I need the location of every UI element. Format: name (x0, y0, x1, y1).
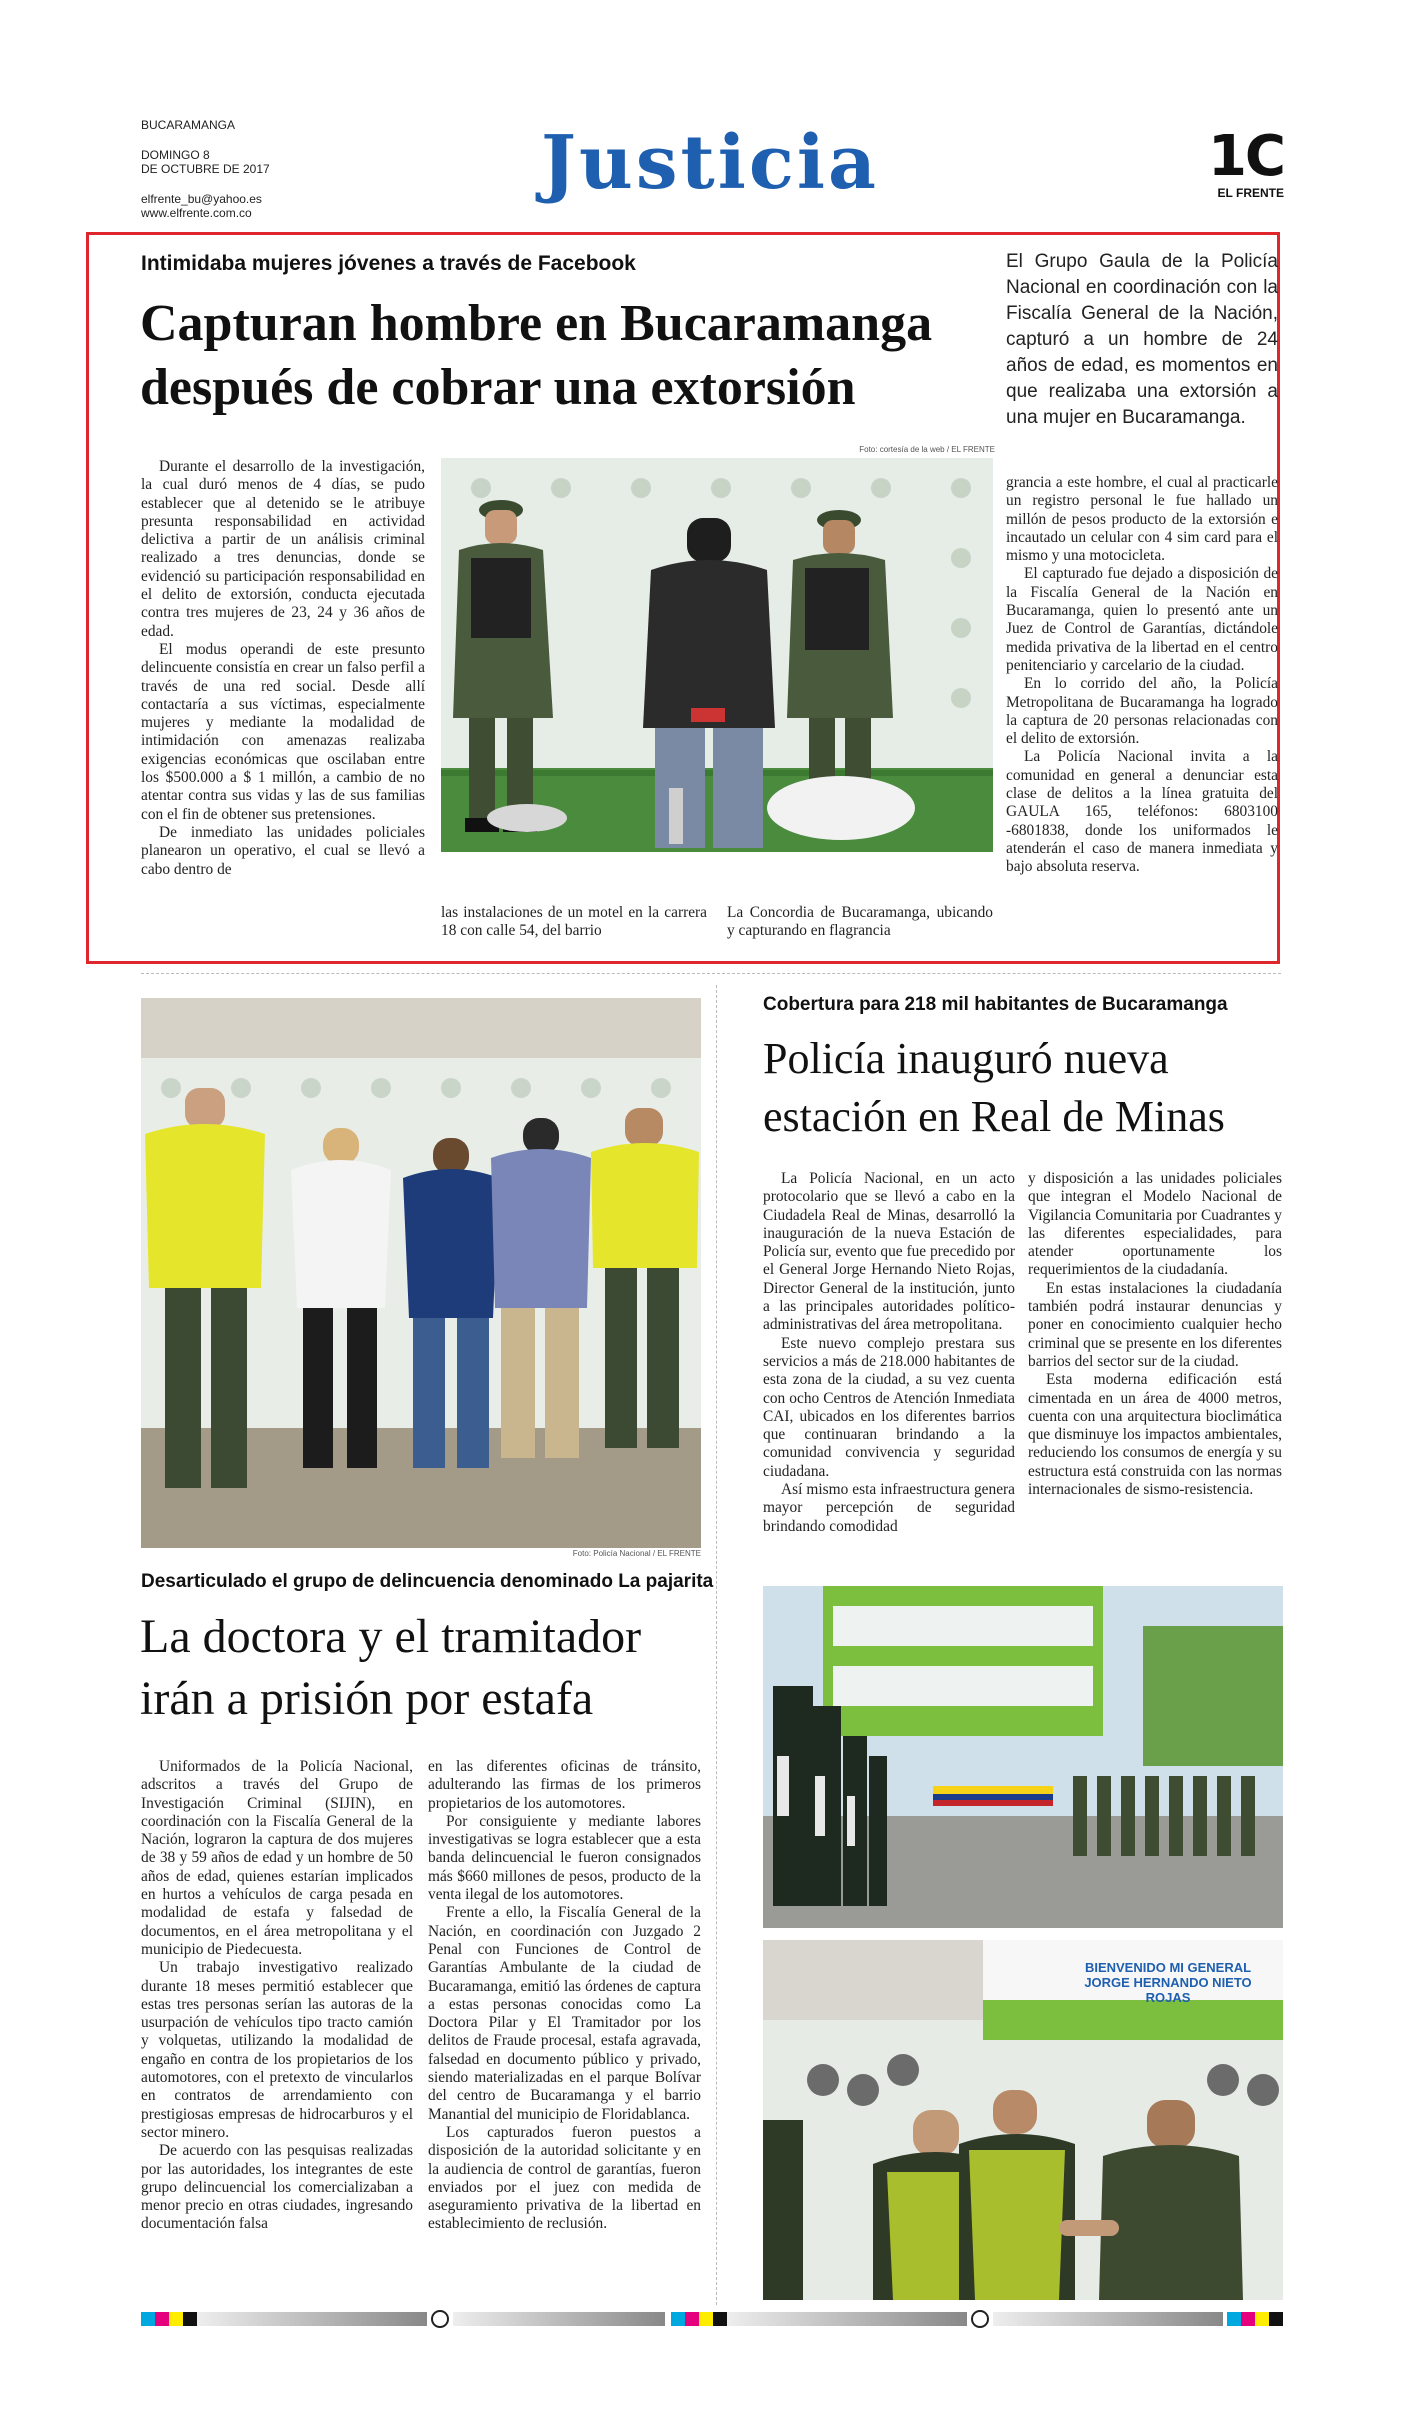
story1-photo-credit (440, 445, 995, 454)
story1-column-4 (1006, 474, 1278, 877)
story1-c4-p4: La Policía Nacional invita a la comunidad en general a denunciar esta clase de delitos a la línea gratuita del GAULA 165, teléfonos: 6803100 -6801838, donde los uniformados le atenderán el caso de manera inmediata y bajo absoluta reserva. (1006, 748, 1278, 876)
story2-column-1 (141, 1758, 413, 2234)
story2-c2-p2: Por consiguiente y mediante labores investigativas se logra establecer que a esta banda delincuencial le fueron consignados más $660 millones de pesos, producto de la venta ilegal de los automotores. (428, 1812, 701, 1904)
story3-kicker: Cobertura para 218 mil habitantes de Bucaramanga (763, 994, 1228, 1015)
print-registration-bar (141, 2312, 1283, 2326)
column-divider (716, 985, 717, 2305)
story2-headline (140, 1606, 740, 1730)
story2-c1-p2: Un trabajo investigativo realizado durante 18 meses permitió establecer que estas tres personas serían las autoras de la usurpación de vehículos tipo tracto camión y volquetas, utilizando la modalidad de engaño en contra de los propietarios de los automotores, con el pretexto de vincularlos en contratos de arrendamiento con prestigiosas empresas de hidrocarburos y el sector minero. (141, 1959, 413, 2141)
story1-kicker: Intimidaba mujeres jóvenes a través de Facebook (141, 252, 636, 275)
story2-column-2 (428, 1758, 701, 2234)
story2-title-line2: irán a prisión por estafa (140, 1672, 594, 1725)
story1-c1-p1: Durante el desarrollo de la investigación, la cual duró menos de 4 días, se pudo establecer que al detenido se le atribuye presunta responsabilidad en actividad delictiva a partir de un análisis criminal realizado a tres denuncias, donde se evidenció su participación responsabilidad en el delito de extorsión, conducta ejecutada contra tres mujeres de 23, 24 y 36 años de edad. (141, 458, 425, 640)
story3-title-line1: Policía inauguró nueva (763, 1034, 1169, 1083)
header-date-line2: DE OCTUBRE DE 2017 (141, 162, 270, 176)
story3-title-line2: estación en Real de Minas (763, 1092, 1225, 1141)
story2-title-line1: La doctora y el tramitador (140, 1610, 642, 1663)
story3-headline (763, 1030, 1283, 1146)
story1-c1-p2: El modus operandi de este presunto delincuente consistía en crear un falso perfil a través de una red social. Desde allí contactaría a sus víctimas, especialmente mujeres y mediante la modalidad de intimidación con amenazas realizaba exigencias económicas que oscilaban entre los $500.000 a $ 1 millón, a cambio de no atentar contra sus vidas y las de sus familias con el fin de obtener sus pretensiones. (141, 640, 425, 823)
story3-column-2 (1028, 1170, 1282, 1499)
story1-column-1 (141, 458, 425, 879)
story1-title-line1: Capturan hombre en Bucaramanga (140, 295, 933, 352)
story1-c3-p1: La Concordia de Bucaramanga, ubicando y capturando en flagrancia (727, 904, 993, 940)
story3-c1-p2: Este nuevo complejo prestara sus servicios a más de 218.000 habitantes de esta zona de la ciudad, a su vez cuenta con ocho Centros de Atención Inmediata CAI, ubicados en los diferentes barrios que continuaran brindando a la comunidad convivencia y seguridad ciudadana. (763, 1334, 1015, 1480)
story3-c2-p3: Esta moderna edificación está cimentada en un área de 4000 metros, cuenta con una arquitectura bioclimática que disminuye los impactos ambientales, reduciendo los consumos de energía y su estructura está construida con las normas internacionales de sismo-resistencia. (1028, 1371, 1282, 1499)
story3-photo-ceremony (763, 1586, 1283, 1928)
section-divider (141, 973, 1281, 974)
story1-column-2 (441, 904, 707, 941)
section-title: Justicia (541, 120, 879, 206)
story3-c2-p2: En estas instalaciones la ciudadanía también podrá instaurar denuncias y poner en conocimiento cualquier hecho criminal que se presente en los diferentes barrios del sector sur de la ciudad. (1028, 1279, 1282, 1370)
story1-credit-text: Foto: cortesía de la web / EL FRENTE (859, 445, 995, 454)
story1-c4-p1: grancia a este hombre, el cual al practicarle un registro personal le fue hallado un millón de pesos producto de la extorsión e incautado un celular con 4 sim card para el mismo y una motocicleta. (1006, 474, 1278, 565)
story1-c4-p3: En lo corrido del año, la Policía Metropolitana de Bucaramanga ha logrado la captura de 20 personas relacionadas con el delito de extorsión. (1006, 675, 1278, 748)
page-number: 1C (1207, 124, 1284, 189)
story2-photo-credit-wrap (141, 1549, 701, 1558)
story1-column-3 (727, 904, 993, 941)
story3-photo-handshake (763, 1940, 1283, 2300)
paper-name: EL FRENTE (1217, 186, 1284, 200)
welcome-banner: BIENVENIDO MI GENERAL JORGE HERNANDO NIETO ROJAS (1084, 1960, 1252, 2005)
story1-c1-p3: De inmediato las unidades policiales planearon un operativo, el cual se llevó a cabo dentro de (141, 823, 425, 878)
story1-photo-svg (441, 458, 993, 852)
story3-photo-ceremony-svg (763, 1586, 1283, 1928)
story2-c1-p3: De acuerdo con las pesquisas realizadas por las autoridades, los integrantes de este grupo delincuencial los comercializaban a menor precio en otras ciudades, ingresando documentación falsa (141, 2142, 413, 2233)
story3-c1-p1: La Policía Nacional, en un acto protocolario que se llevó a cabo en la Ciudadela Real de Minas, desarrolló la inauguración de la nueva Estación de Policía sur, evento que fue precedido por el General Jorge Hernando Nieto Rojas, Director General de la institución, junto a las principales autoridades político-administrativas del área metropolitana. (763, 1170, 1015, 1334)
story2-c2-p1: en las diferentes oficinas de tránsito, adulterando las firmas de los primeros propietarios de los automotores. (428, 1758, 701, 1812)
story1-photo (441, 458, 993, 852)
story1-title-line2: después de cobrar una extorsión (140, 359, 856, 416)
story2-c2-p3: Frente a ello, la Fiscalía General de la Nación, en coordinación con Juzgado 2 Penal con Funciones de Control de Garantías Ambulante de la ciudad de Bucaramanga, emitió las órdenes de captura a estas personas conocidas como La Doctora Pilar y El Tramitador por los delitos de Fraude procesal, estafa agravada, falsedad en documento público y privado, siendo materializadas en el parque Bolívar del centro de Bucaramanga y el barrio Manantial del municipio de Floridablanca. (428, 1904, 701, 2123)
header-web[interactable]: www.elfrente.com.co (141, 206, 252, 220)
story3-c2-p1: y disposición a las unidades policiales que integran el Modelo Nacional de Vigilancia Comunitaria por Cuadrantes y las diferentes especialidades, para atender oportunamente los requerimientos de la ciudadanía. (1028, 1170, 1282, 1279)
header-email[interactable]: elfrente_bu@yahoo.es (141, 192, 262, 206)
story1-c4-p2: El capturado fue dejado a disposición de la Fiscalía General de la Nación en Bucaramanga, quien lo presentó ante un Juez de Control de Garantías, dictándole medida privativa de la libertad en el centro penitenciario y carcelario de la ciudad. (1006, 565, 1278, 674)
page-number-wrap (1180, 124, 1284, 200)
header-date-line1: DOMINGO 8 (141, 148, 210, 162)
story2-photo-svg (141, 998, 701, 1548)
story3-column-1 (763, 1170, 1015, 1536)
story2-c1-p1: Uniformados de la Policía Nacional, adscritos a través del Grupo de Investigación Criminal (SIJIN), en coordinación con la Fiscalía General de la Nación, lograron la captura de dos mujeres de 38 y 59 años de edad y un hombre de 50 años de edad, quienes estarían implicados en hurtos a vehículos de carga pesada en modalidad de estafa y falsedad de documentos, en el área metropolitana y el municipio de Piedecuesta. (141, 1758, 413, 1958)
story1-headline (140, 292, 1010, 420)
story2-photo (141, 998, 701, 1548)
story2-kicker: Desarticulado el grupo de delincuencia denominado La pajarita (141, 1571, 714, 1592)
story2-photo-credit: Foto: Policía Nacional / EL FRENTE (572, 1549, 701, 1558)
story2-c2-p4: Los capturados fueron puestos a disposición de la autoridad solicitante y en la audiencia de control de garantías, fueron enviados por el juez con medida de aseguramiento privativa de la libertad en establecimiento de reclusión. (428, 2123, 701, 2233)
story1-c2-p1: las instalaciones de un motel en la carrera 18 con calle 54, del barrio (441, 904, 707, 940)
section-title-wrap (480, 118, 940, 208)
story3-c1-p3: Así mismo esta infraestructura genera mayor percepción de seguridad brindando comodidad (763, 1481, 1015, 1535)
story1-lead: El Grupo Gaula de la Policía Nacional en coordinación con la Fiscalía General de la Nación, capturó a un hombre de 24 años de edad, es momentos en que realizaba una extorsión a una mujer en Bucaramanga. (1006, 251, 1278, 428)
header-city: BUCARAMANGA (141, 118, 236, 132)
